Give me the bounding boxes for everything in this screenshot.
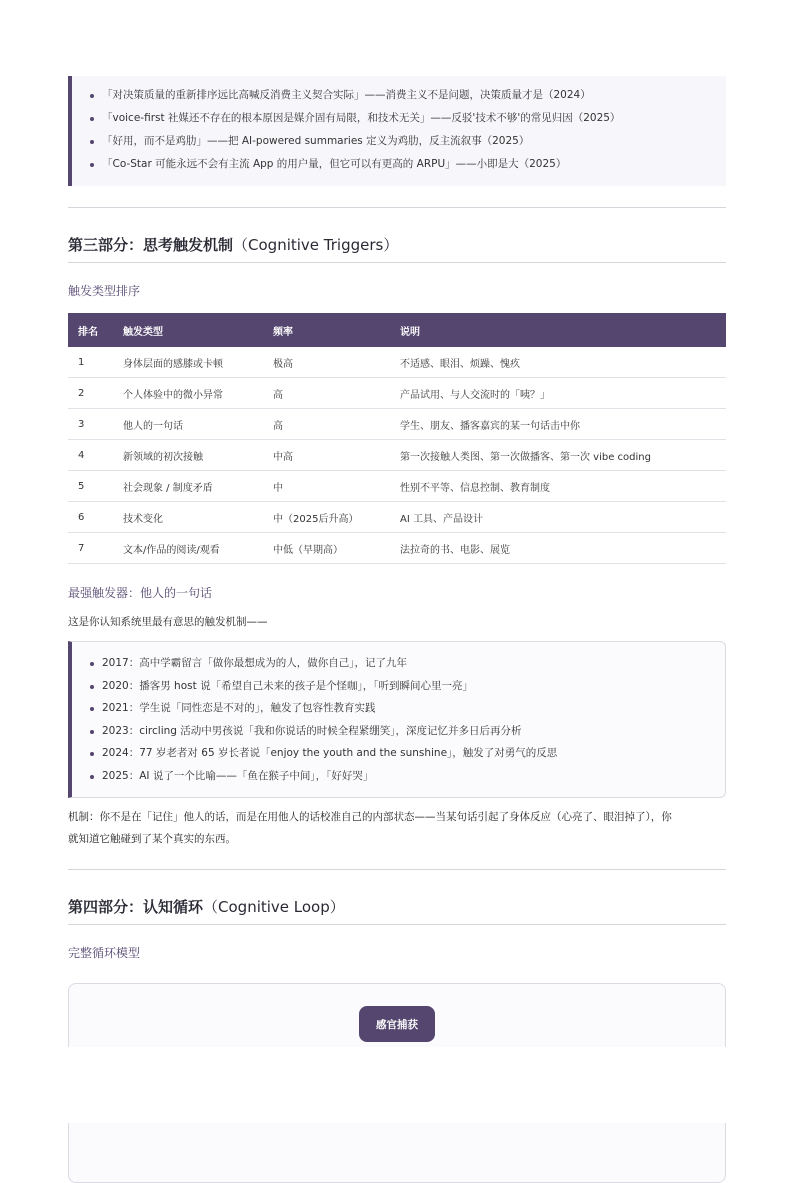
quote-item: 「voice-first 社媒还不存在的根本原因是媒介固有局限，和技术无关」——反驳'技术不够'的常见归因（2025） — [88, 107, 726, 130]
quote-item: 「好用，而不是鸡肋」——把 AI-powered summaries 定义为鸡肋，反主流叙事（2025） — [88, 130, 726, 153]
cell-rank: 2 — [68, 378, 113, 409]
cell-description: 学生、朋友、播客嘉宾的某一句话击中你 — [390, 409, 726, 440]
table-row — [68, 378, 726, 409]
cell-frequency: 极高 — [263, 347, 390, 378]
list-item: 2021：学生说「同性恋是不对的」，触发了包容性教育实践 — [88, 697, 725, 720]
cell-rank: 4 — [68, 440, 113, 471]
cycle-node-sensory-capture: 感官捕获 — [359, 1006, 435, 1042]
cell-type: 新领域的初次接触 — [113, 440, 263, 471]
cell-frequency: 中低（早期高） — [263, 533, 390, 564]
section-4-heading — [68, 896, 345, 917]
table-row — [68, 347, 726, 378]
section-4-title: 第四部分：认知循环 — [68, 898, 204, 916]
cell-rank: 1 — [68, 347, 113, 378]
cell-type: 技术变化 — [113, 502, 263, 533]
section-3-title-en: （Cognitive Triggers） — [233, 236, 399, 254]
header-type: 触发类型 — [113, 313, 263, 347]
cell-description: 性别不平等、信息控制、教育制度 — [390, 471, 726, 502]
header-rank: 排名 — [68, 313, 113, 347]
header-frequency: 频率 — [263, 313, 390, 347]
trigger-examples-list — [88, 652, 725, 787]
cell-frequency: 中（2025后升高） — [263, 502, 390, 533]
list-item: 2020：播客男 host 说「希望自己未来的孩子是个怪咖」，「听到瞬间心里一亮」 — [88, 675, 725, 698]
list-item: 2025：AI 说了一个比喻——「鱼在猴子中间」，「好好哭」 — [88, 765, 725, 788]
cell-rank: 7 — [68, 533, 113, 564]
cell-description: 产品试用、与人交流时的「咦？」 — [390, 378, 726, 409]
cell-description: AI 工具、产品设计 — [390, 502, 726, 533]
cell-rank: 5 — [68, 471, 113, 502]
cell-type: 社会现象 / 制度矛盾 — [113, 471, 263, 502]
quote-item: 「对决策质量的重新排序远比高喊反消费主义契合实际」——消费主义不是问题，决策质量才是（2024） — [88, 84, 726, 107]
table-row — [68, 533, 726, 564]
table-header-row — [68, 313, 726, 347]
cell-description: 不适感、眼泪、烦躁、愧疚 — [390, 347, 726, 378]
list-item: 2023：circling 活动中男孩说「我和你说话的时候全程紧绷笑」，深度记忆并多日后再分析 — [88, 720, 725, 743]
mechanism-line: 就知道它触碰到了某个真实的东西。 — [68, 833, 236, 845]
cell-type: 身体层面的感膝或卡顿 — [113, 347, 263, 378]
page-bottom-margin — [0, 1047, 794, 1123]
cell-description: 第一次接触人类图、第一次做播客、第一次 vibe coding — [390, 440, 726, 471]
divider — [68, 924, 726, 925]
quote-list-box — [68, 76, 726, 186]
strongest-trigger-title: 最强触发器：他人的一句话 — [68, 586, 213, 600]
cell-rank: 3 — [68, 409, 113, 440]
trigger-examples-box — [68, 641, 726, 798]
cell-type: 个人体验中的微小异常 — [113, 378, 263, 409]
cell-frequency: 中高 — [263, 440, 390, 471]
cell-frequency: 高 — [263, 378, 390, 409]
trigger-ranking-subtitle: 触发类型排序 — [68, 284, 141, 298]
section-3-title: 第三部分：思考触发机制 — [68, 236, 234, 254]
quote-item: 「Co-Star 可能永远不会有主流 App 的用户量，但它可以有更高的 ARPU」——小即是大（2025） — [88, 153, 726, 176]
quote-list — [88, 84, 726, 176]
section-3-heading — [68, 234, 398, 255]
table-row — [68, 440, 726, 471]
header-description: 说明 — [390, 313, 726, 347]
mechanism-paragraph — [68, 806, 726, 850]
mechanism-line: 机制：你不是在「记住」他人的话，而是在用他人的话校准自己的内部状态——当某句话引起了身体反应（心亮了、眼泪掉了），你 — [68, 811, 672, 823]
cell-rank: 6 — [68, 502, 113, 533]
trigger-table — [68, 313, 726, 564]
cell-frequency: 中 — [263, 471, 390, 502]
strongest-trigger-intro: 这是你认知系统里最有意思的触发机制—— — [68, 616, 268, 628]
cell-frequency: 高 — [263, 409, 390, 440]
table-row — [68, 409, 726, 440]
divider — [68, 869, 726, 870]
divider — [68, 207, 726, 208]
table-row — [68, 502, 726, 533]
cell-type: 文本/作品的阅读/观看 — [113, 533, 263, 564]
list-item: 2024：77 岁老者对 65 岁长者说「enjoy the youth and the sunshine」，触发了对勇气的反思 — [88, 742, 725, 765]
cycle-model-subtitle: 完整循环模型 — [68, 946, 141, 960]
divider — [68, 262, 726, 263]
list-item: 2017：高中学霸留言「做你最想成为的人，做你自己」，记了九年 — [88, 652, 725, 675]
cell-type: 他人的一句话 — [113, 409, 263, 440]
section-4-title-en: （Cognitive Loop） — [203, 898, 345, 916]
table-row — [68, 471, 726, 502]
cell-description: 法拉奇的书、电影、展览 — [390, 533, 726, 564]
